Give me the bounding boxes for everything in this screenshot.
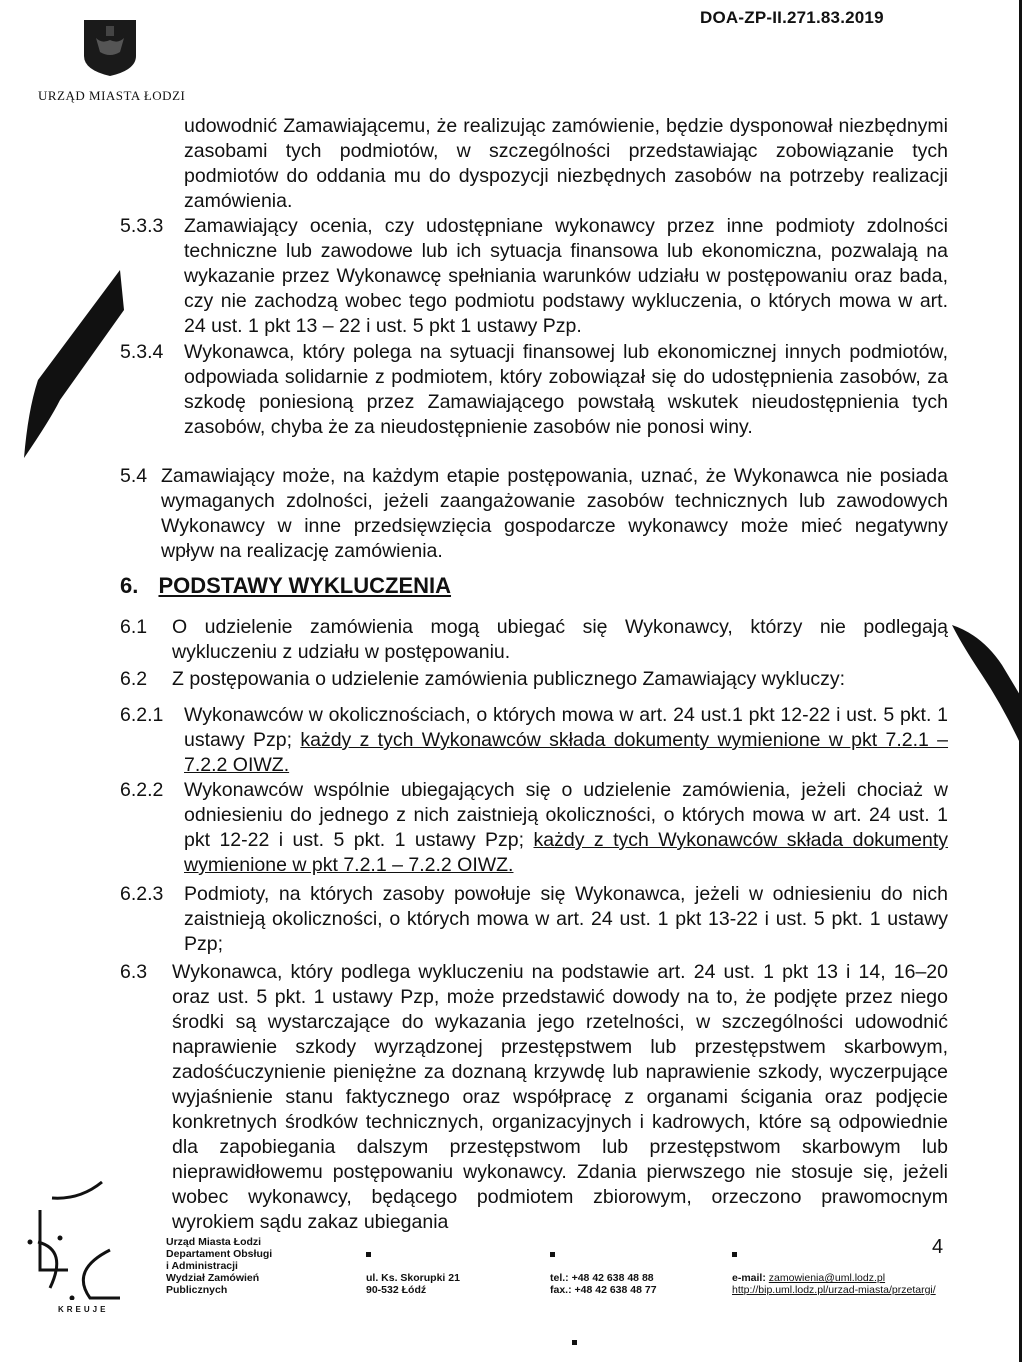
- clause-5-3-4-text: Wykonawca, który polega na sytuacji finansowej lub ekonomicznej innych podmiotów, odpowiada solidarnie z podmiotem, który zobowiązał się do udostępnienia zasobów, za szkodę poniesioną przez Zamawiającego powstałą wskutek nieudostępnienia tych zasobów, chyba że za nieudostępnienie zasobów nie ponosi winy.: [184, 341, 948, 438]
- clause-6-2-3-text: Podmioty, na których zasoby powołuje się Wykonawca, jeżeli w odniesieniu do nich zaistnieją okoliczności, o których mowa w art. 24 ust. 1 pkt 13-22 i ust. 5 pkt. 1 ustawy Pzp;: [184, 883, 948, 955]
- clause-number: 6.2.3: [120, 883, 164, 905]
- clause-number: 6.1: [120, 616, 148, 638]
- clause-number: 6.2: [120, 668, 148, 690]
- clause-6-2-1-text: Wykonawców w okolicznościach, o których mowa w art. 24 ust.1 pkt 12-22 i ust. 5 pkt. 1 ustawy Pzp;: [184, 704, 948, 751]
- office-name: URZĄD MIASTA ŁODZI: [38, 88, 186, 103]
- clause-6-1-text: O udzielenie zamówienia mogą ubiegać się Wykonawcy, którzy nie podlegają wykluczeniu z udziału w postępowaniu.: [172, 616, 948, 663]
- org-line: Urząd Miasta Łodzi: [166, 1236, 262, 1248]
- clause-number: 5.3.4: [120, 341, 164, 363]
- document-number: DOA-ZP-II.271.83.2019: [700, 8, 884, 27]
- clause-5-4-text: Zamawiający może, na każdym etapie postępowania, uznać, że Wykonawca nie posiada wymaganych zdolności, jeżeli zaangażowanie zasobów technicznych lub zawodowych Wykonawcy w inne przedsięwzięcia gospodarcze wykonawcy może mieć negatywny wpływ na realizację zamówienia.: [161, 465, 948, 562]
- section-title: PODSTAWY WYKLUCZENIA: [158, 573, 452, 598]
- clause-number: 5.3.3: [120, 215, 164, 237]
- clause-number: 5.4: [120, 465, 148, 487]
- footer-organization: [166, 1236, 272, 1296]
- email-label: e-mail:: [732, 1272, 766, 1284]
- clause-6-2-1-underlined: każdy z tych Wykonawców składa dokumenty wymienione w pkt 7.2.1 – 7.2.2 OIWZ.: [184, 729, 949, 776]
- logo-text: KREUJE: [58, 1305, 109, 1314]
- clause-number: 6.2.2: [120, 779, 164, 801]
- clause-6-3-text: Wykonawca, który podlega wykluczeniu na podstawie art. 24 ust. 1 pkt 13 i 14, 16–20 oraz ust. 5 pkt. 1 ustawy Pzp, może przedstawić dowody na to, że podjęte przez niego środki są wystarczające do wykazania jego rzetelności, w szczególności udowodnić naprawienie szkody wyrządzonej przestępstwem lub przestępstwem skarbowym, zadośćuczynienie pieniężne za doznaną krzywdę lub naprawienie szkody, wyczerpujące wyjaśnienie stanu faktycznego oraz współpracę z organami ścigania oraz podjęcie konkretnych środków technicznych, organizacyjnych i kadrowych, które są odpowiednie dla zapobiegania dalszym przestępstwom lub przestępstwom skarbowym lub nieprawidłowemu postępowaniu wykonawcy. Zdania pierwszego nie stosuje się, jeżeli wobec wykonawcy, będącego podmiotem zbiorowym, orzeczono prawomocnym wyrokiem sądu zakaz ubiegania: [172, 961, 948, 1233]
- footer-phone: [550, 1272, 657, 1296]
- email-link[interactable]: zamowienia@uml.lodz.pl: [768, 1272, 886, 1284]
- clause-6-2-2: [184, 778, 948, 878]
- footer-bullet: [732, 1252, 737, 1257]
- address-line: 90-532 Łódź: [366, 1284, 427, 1296]
- intro-paragraph: udowodnić Zamawiającemu, że realizując zamówienie, będzie dysponował niezbędnymi zasobami tych podmiotów, w szczególności przedstawiając zobowiązanie tych podmiotów do oddania mu do dyspozycji niezbędnych zasobów na potrzeby realizacji zamówienia.: [184, 115, 948, 212]
- phone-line: tel.: +48 42 638 48 88: [550, 1272, 654, 1284]
- clause-number: 6.2.1: [120, 704, 164, 726]
- section-number: 6.: [120, 573, 139, 598]
- clause-number: 6.3: [120, 961, 148, 983]
- clause-6-2-2-text: Wykonawców wspólnie ubiegających się o udzielenie zamówienia, jeżeli chociaż w odniesieniu do jednego z nich zaistnieją okoliczności, o których mowa w art. 24 ust. 1 pkt 12-22 i ust. 5 pkt. 1 ustawy Pzp;: [184, 779, 948, 851]
- clause-6-2-text: Z postępowania o udzielenie zamówienia publicznego Zamawiający wykluczy:: [172, 668, 846, 690]
- address-line: ul. Ks. Skorupki 21: [366, 1272, 460, 1284]
- margin-mark: [20, 270, 125, 460]
- org-line: Wydział Zamówień: [166, 1272, 260, 1284]
- org-line: i Administracji: [166, 1260, 238, 1272]
- margin-mark: [952, 625, 1022, 745]
- city-logo-icon: [20, 1180, 130, 1300]
- footer-address: [366, 1272, 460, 1296]
- footer-bullet: [366, 1252, 371, 1257]
- clause-6-2-1: [184, 703, 948, 778]
- org-line: Departament Obsługi: [166, 1248, 273, 1260]
- org-line: Publicznych: [166, 1284, 228, 1296]
- city-crest-icon: [82, 18, 138, 78]
- footer-contact: [732, 1272, 936, 1296]
- footer-bullet: [550, 1252, 555, 1257]
- fax-line: fax.: +48 42 638 48 77: [550, 1284, 657, 1296]
- footer-bullet: [572, 1340, 577, 1345]
- clause-6-2-2-underlined: każdy z tych Wykonawców składa dokumenty wymienione w pkt 7.2.1 – 7.2.2 OIWZ.: [184, 829, 948, 876]
- page-number: 4: [932, 1236, 944, 1258]
- section-heading: [120, 573, 451, 599]
- email-line: [732, 1272, 936, 1284]
- clause-5-3-3-text: Zamawiający ocenia, czy udostępniane wykonawcy przez inne podmioty zdolności techniczne lub zawodowe lub ich sytuacja finansowa lub ekonomiczna, pozwalają na wykazanie przez Wykonawcę spełniania warunków udziału w postępowaniu oraz bada, czy nie zachodzą wobec tego podmiotu podstawy wykluczenia, o których mowa w art. 24 ust. 1 pkt 13 – 22 i ust. 5 pkt 1 ustawy Pzp.: [184, 215, 948, 337]
- website-link[interactable]: http://bip.uml.lodz.pl/urzad-miasta/przetargi/: [732, 1284, 936, 1296]
